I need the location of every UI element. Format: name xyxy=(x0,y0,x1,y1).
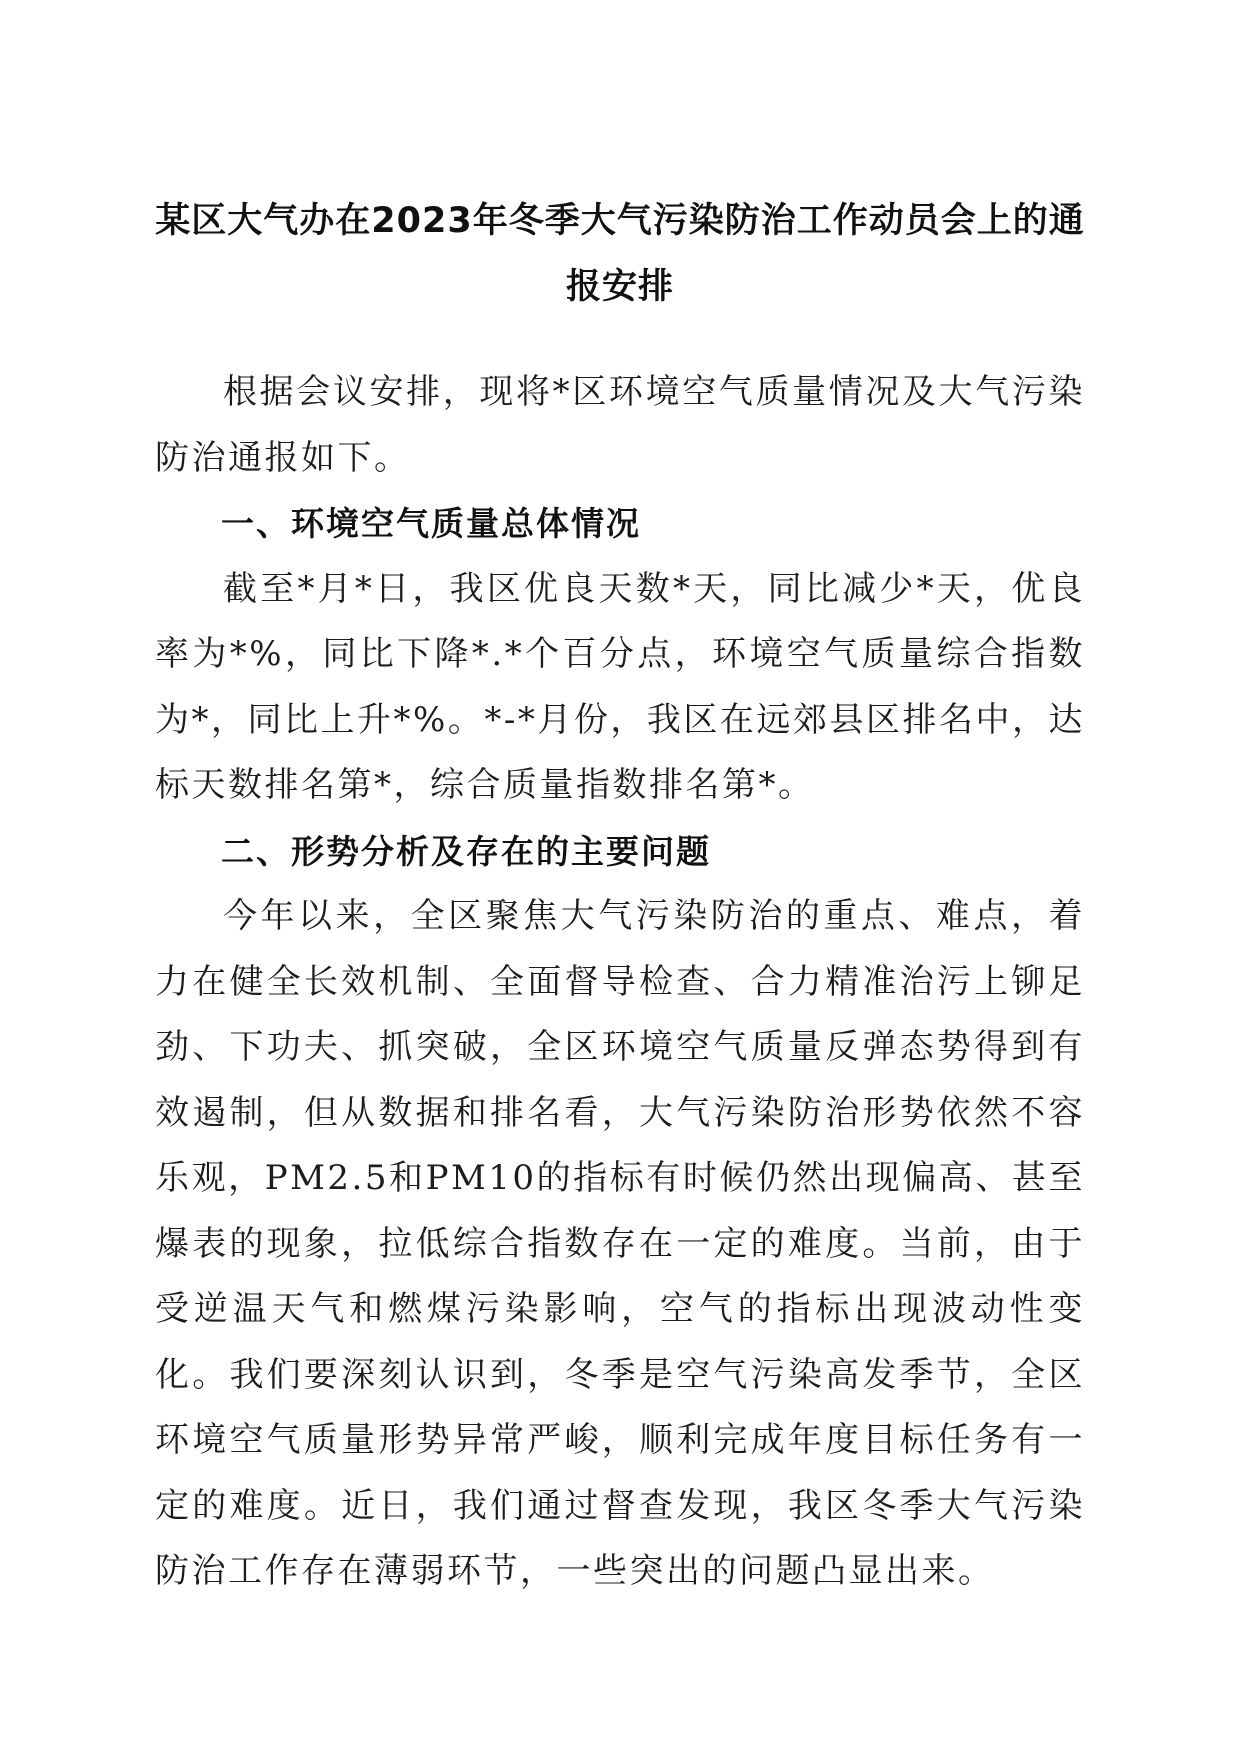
section-1-paragraph: 截至*月*日，我区优良天数*天，同比减少*天，优良率为*%，同比下降*.*个百分点，环境空气质量综合指数为*，同比上升*%。*-*月份，我区在远郊县区排名中，达标天数排名第*，综合质量指数排名第*。 xyxy=(155,568,1085,805)
section-2-paragraph: 今年以来，全区聚焦大气污染防治的重点、难点，着力在健全长效机制、全面督导检查、合力精准治污上铆足劲、下功夫、抓突破，全区环境空气质量反弹态势得到有效遏制，但从数据和排名看，大气污染防治形势依然不容乐观，PM2.5和PM10的指标有时候仍然出现偏高、甚至爆表的现象，拉低综合指数存在一定的难度。当前，由于受逆温天气和燃煤污染影响，空气的指标出现波动性变化。我们要深刻认识到，冬季是空气污染高发季节，全区环境空气质量形势异常严峻，顺利完成年度目标任务有一定的难度。近日，我们通过督查发现，我区冬季大气污染防治工作存在薄弱环节，一些突出的问题凸显出来。 xyxy=(155,896,1085,1591)
document-body xyxy=(155,360,1085,1605)
intro-paragraph: 根据会议安排，现将*区环境空气质量情况及大气污染防治通报如下。 xyxy=(155,372,1085,478)
section-2-heading: 二、形势分析及存在的主要问题 xyxy=(221,831,711,871)
document-title: 某区大气办在2023年冬季大气污染防治工作动员会上的通报安排 xyxy=(155,201,1085,307)
section-1-heading: 一、环境空气质量总体情况 xyxy=(221,504,641,543)
